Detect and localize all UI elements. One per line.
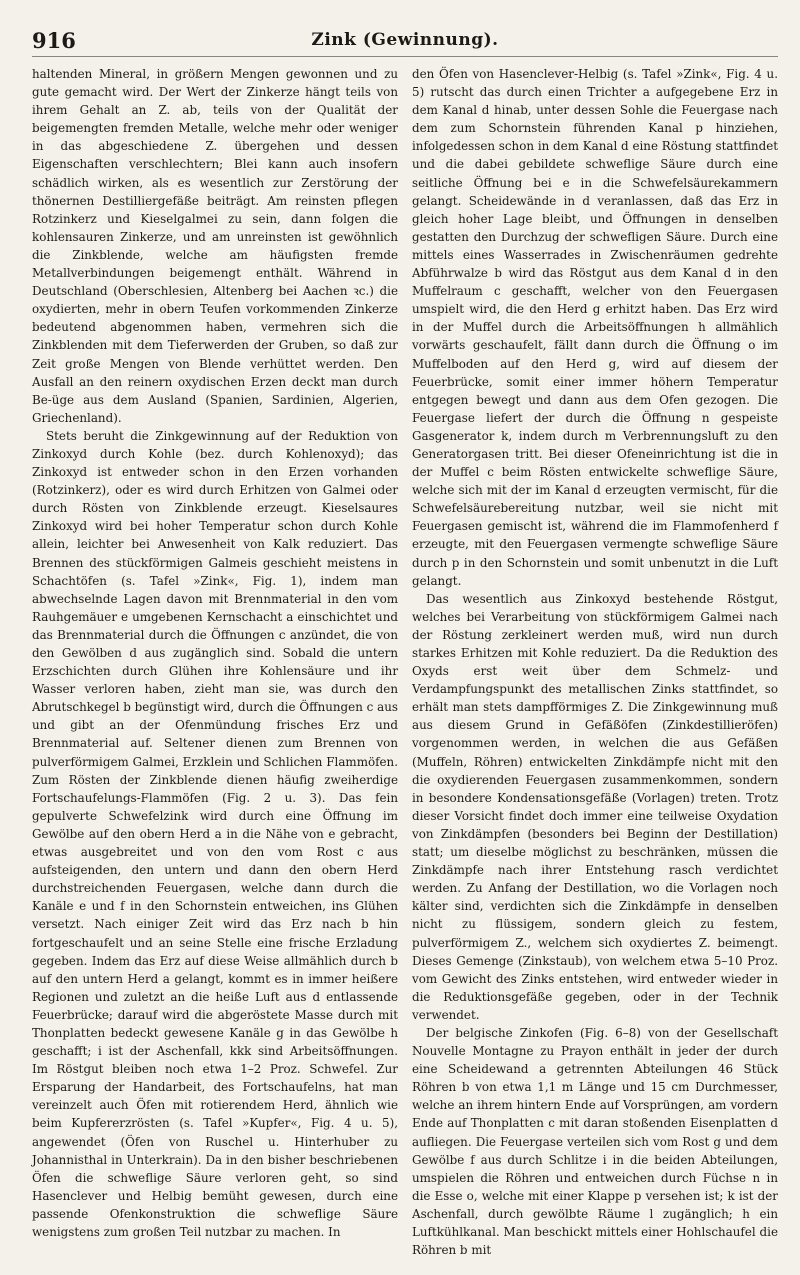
left-column [32, 65, 398, 1259]
page-number: 916 [32, 28, 76, 53]
paragraph: Der belgische Zinkofen (Fig. 6–8) von der Gesellschaft Nouvelle Montagne zu Prayon enthält in jeder der durch eine Scheidewand a getrennten Abteilungen 46 Stück Röhren b von etwa 1,1 m Länge und 15 cm Durchmesser, welche an ihrem hintern Ende auf Vorsprüngen, am vordern Ende auf Thonplatten c mit daran stoßenden Eisenplatten d aufliegen. Die Feuergase verteilen sich vom Rost g und dem Gewölbe f aus durch Schlitze i in die beiden Abteilungen, umspielen die Röhren und entweichen durch Füchse n in die Esse o, welche mit einer Klappe p versehen ist; k ist der Aschenfall, durch gewölbte Räume l zugänglich; h ein Luftkühlkanal. Man beschickt mittels einer Hohlschaufel die Röhren b mit [412, 1025, 778, 1258]
paragraph: Das wesentlich aus Zinkoxyd bestehende Röstgut, welches bei Verarbeitung von stückförmigem Galmei nach der Röstung zerkleinert werden muß, wird nun durch starkes Erhitzen mit Kohle reduziert. Da die Reduktion des Oxyds erst weit über dem Schmelz- und Verdampfungspunkt des metallischen Zinks stattfindet, so erhält man stets dampfförmiges Z. Die Zinkgewinnung muß aus diesem Grund in Gefäßöfen (Zinkdestillieröfen) vorgenommen werden, in welchen die aus Gefäßen (Muffeln, Röhren) entwickelten Zinkdämpfe nicht mit den die oxydierenden Feuergasen zusammenkommen, sondern in besondere Kondensationsgefäße (Vorlagen) treten. Trotz dieser Vorsicht findet doch immer eine teilweise Oxydation von Zinkdämpfen (besonders bei Beginn der Destillation) statt; um dieselbe möglichst zu beschränken, müssen die Zinkdämpfe nach ihrer Entstehung rasch verdichtet werden. Zu Anfang der Destillation, wo die Vorlagen noch kälter sind, verdichten sich die Zinkdämpfe in denselben nicht zu flüssigem, sondern gleich zu festem, pulverförmigem Z., welchem sich oxydiertes Z. beimengt. Dieses Gemenge (Zinkstaub), von welchem etwa 5–10 Proz. vom Gewicht des Zinks entstehen, wird entweder wieder in die Reduktionsgefäße gegeben, oder in der Technik verwendet. [412, 591, 778, 1022]
running-title: Zink (Gewinnung). [311, 30, 499, 50]
paragraph: Stets beruht die Zinkgewinnung auf der Reduktion von Zinkoxyd durch Kohle (bez. durch Kohlenoxyd); das Zinkoxyd ist entweder schon in den Erzen vorhanden (Rotzinkerz), oder es wird durch Erhitzen von Galmei oder durch Rösten von Zinkblende erzeugt. Kieselsaures Zinkoxyd wird bei hoher Temperatur schon durch Kohle allein, leichter bei Anwesenheit von Kalk reduziert. Das Brennen des stückförmigen Galmeis geschieht meistens in Schachtöfen (s. Tafel »Zink«, Fig. 1), indem man abwechselnde Lagen davon mit Brennmaterial in den vom Rauhgemäuer e umgebenen Kernschacht a einschichtet und das Brennmaterial durch die Öffnungen c anzündet, die von den Gewölben d aus zugänglich sind. Sobald die untern Erzschichten durch Glühen ihre Kohlensäure und ihr Wasser verloren haben, zieht man sie, was durch den Abrutschkegel b begünstigt wird, durch die Öffnungen c aus und gibt an der Ofenmündung frisches Erz und Brennmaterial auf. Seltener dienen zum Brennen von pulverförmigem Galmei, Erzklein und Schlichen Flammöfen. Zum Rösten der Zinkblende dienen häufig zweiherdige Fortschaufelungs-Flammöfen (Fig. 2 u. 3). Das fein gepulverte Schwefelzink wird durch eine Öffnung im Gewölbe auf den obern Herd a in die Nähe von e gebracht, etwas ausgebreitet und von den vom Rost c aus aufsteigenden, den untern und dann den obern Herd durchstreichenden Feuergasen, welche dann durch die Kanäle e und f in den Schornstein entweichen, ins Glühen versetzt. Nach einiger Zeit wird das Erz nach b hin fortgeschaufelt und an seine Stelle eine frische Erzladung gegeben. Indem das Erz auf diese Weise allmählich durch b auf den untern Herd a gelangt, kommt es in immer heißere Regionen und zuletzt an die heiße Luft aus d entlassende Feuerbrücke; darauf wird die abgeröstete Masse durch mit Thonplatten bedeckt gewesene Kanäle g in das Gewölbe h geschafft; i ist der Aschenfall, kkk sind Arbeitsöffnungen. Im Röstgut bleiben noch etwa 1–2 Proz. Schwefel. Zur Ersparung der Handarbeit, des Fortschaufelns, hat man vereinzelt auch Öfen mit rotierendem Herd, ähnlich wie beim Kupfererzrösten (s. Tafel »Kupfer«, Fig. 4 u. 5), angewendet (Öfen von Ruschel u. Hinterhuber zu Johannisthal in Unterkrain). Da in den bisher beschriebenen Öfen die schweflige Säure verloren geht, so sind Hasenclever und Helbig bemüht gewesen, durch eine passende Ofenkonstruktion die schweflige Säure wenigstens zum großen Teil nutzbar zu machen. In [32, 428, 398, 1239]
paragraph: haltenden Mineral, in größern Mengen gewonnen und zu gute gemacht wird. Der Wert der Zinkerze hängt teils von ihrem Gehalt an Z. ab, teils von der Qualität der beigemengten fremden Metalle, welche mehr oder weniger in das abgeschiedene Z. übergehen und dessen Eigenschaften verschlechtern; Blei kann auch insofern schädlich wirken, als es wesentlich zur Zerstörung der thönernen Destilliergefäße beiträgt. Am reinsten pflegen Rotzinkerz und Kieselgalmei zu sein, dann folgen die kohlensauren Zinkerze, und am unreinsten ist gewöhnlich die Zinkblende, welche am häufigsten fremde Metallverbindungen beigemengt enthält. Während in Deutschland (Oberschlesien, Altenberg bei Aachen ꝛc.) die oxydierten, mehr in obern Teufen vorkommenden Zinkerze bedeutend abgenommen haben, vermehren sich die Zinkblenden mit dem Tieferwerden der Gruben, so daß zur Zeit große Mengen von Blende verhüttet werden. Den Ausfall an den reinern oxydischen Erzen deckt man durch Be-üge aus dem Ausland (Spanien, Sardinien, Algerien, Griechenland). [32, 67, 398, 425]
right-column [412, 65, 778, 1259]
page-header [32, 26, 778, 57]
paragraph: den Öfen von Hasenclever-Helbig (s. Tafel »Zink«, Fig. 4 u. 5) rutscht das durch einen Trichter a aufgegebene Erz in dem Kanal d hinab, unter dessen Sohle die Feuergase nach dem zum Schornstein führenden Kanal p hinziehen, infolgedessen schon in dem Kanal d eine Röstung stattfindet und die dabei gebildete schweflige Säure durch eine seitliche Öffnung bei e in die Schwefelsäurekammern gelangt. Scheidewände in d veranlassen, daß das Erz in gleich hoher Lage bleibt, und Öffnungen in denselben gestatten den Durchzug der schwefligen Säure. Durch eine mittels eines Wasserrades in Zwischenräumen gedrehte Abführwalze b wird das Röstgut aus dem Kanal d in den Muffelraum c geschafft, welcher von den Feuergasen umspielt wird, die den Herd g erhitzt haben. Das Erz wird in der Muffel durch die Arbeitsöffnungen h allmählich vorwärts geschaufelt, fällt dann durch die Öffnung o im Muffelboden auf den Herd g, wird auf diesem der Feuerbrücke, somit einer immer höhern Temperatur entgegen bewegt und dann aus dem Ofen gezogen. Die Feuergase liefert der durch die Öffnung n gespeiste Gasgenerator k, indem durch m Verbrennungsluft zu den Generatorgasen tritt. Bei dieser Ofeneinrichtung ist die in der Muffel c beim Rösten entwickelte schweflige Säure, welche sich mit der im Kanal d erzeugten vermischt, für die Schwefelsäurebereitung nutzbar, weil sie nicht mit Feuergasen gemischt ist, während die im Flammofenherd f erzeugte, mit den Feuergasen vermengte schweflige Säure durch p in den Schornstein und somit unbenutzt in die Luft gelangt. [412, 67, 779, 588]
text-columns [32, 65, 778, 1259]
